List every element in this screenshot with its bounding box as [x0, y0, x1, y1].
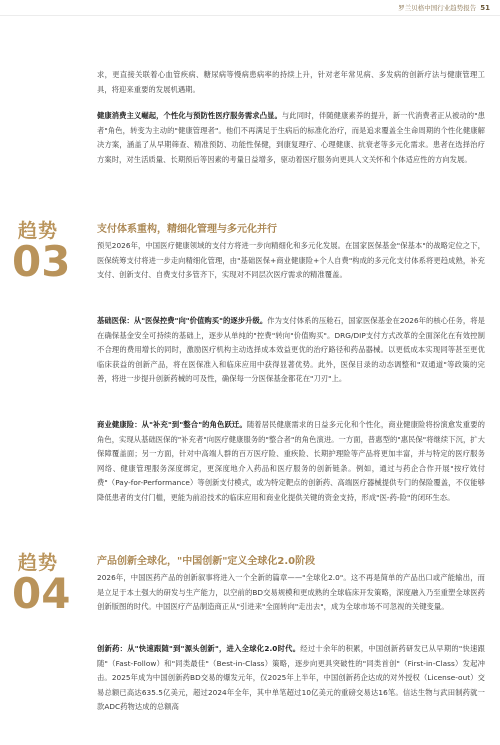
- trend-03-title: 支付体系重构，精细化管理与多元化并行: [97, 224, 277, 235]
- header-divider: [0, 15, 500, 16]
- paragraph-lead: 商业健康险：从"补充"到"整合"的角色跃迁。: [97, 420, 247, 429]
- trend-03-number: 03: [12, 237, 71, 286]
- paragraph-commercial-insurance: 商业健康险：从"补充"到"整合"的角色跃迁。随着居民健康需求的日益多元化和个性化，商业健康险将扮演愈发重要的角色，实现从基础医保的"补充者"向医疗健康服务的"整合者"的角色演进。一方面，普惠型的"惠民保"将继续下沉，扩大保障覆盖面；另一方面，针对中高端人群的百万医疗险、重疾险、长期护理险等产品将更加丰富，并与特定的医疗服务网络、健康管理服务深度绑定，更深度地介入药品和医疗服务的创新链条。例如，通过与药企合作开展"按疗效付费"（Pay-for-Performance）等创新支付模式，或为特定靶点的创新药、高端医疗器械提供专门的保险覆盖，不仅能够降低患者的支付门槛，更能为前沿技术的临床应用和商业化提供关键的资金支持，形成"医-药-险"的闭环生态。: [97, 420, 485, 502]
- paragraph-aging-needs: 求，更直接关联着心血管疾病、糖尿病等慢病患病率的持续上升，针对老年常见病、多发病的创新疗法与健康管理工具，将迎来重要的发展机遇期。: [97, 70, 485, 94]
- report-title: 罗兰贝格中国行业趋势报告: [398, 4, 477, 12]
- page-number: 51: [480, 3, 490, 12]
- page-header: [398, 3, 490, 12]
- trend-04-number: 04: [12, 569, 71, 618]
- trend-04-label: 趋势: [18, 552, 59, 574]
- paragraph-basic-insurance: 基础医保：从"医保控费"向"价值购买"的逐步升级。作为支付体系的压舱石，国家医保基金在2026年的核心任务，将是在确保基金安全可持续的基础上，逐步从单纯的"控费"转向"价值购买"。DRG/DIP支付方式改革的全面深化在有效控制不合理的费用增长的同时，激励医疗机构主动选择成本效益更优的治疗路径和药品器械。以更低成本实现同等甚至更优临床获益的创新产品，将在医保准入和临床应用中获得显著优势。此外，医保目录的动态调整和"双通道"等政策的完善，将进一步提升创新药械的可及性，确保每一分医保基金都花在"刀刃"上。: [97, 316, 485, 384]
- paragraph-lead: 创新药：从"快速跟随"到"源头创新"，进入全球化2.0时代。: [97, 644, 301, 653]
- paragraph-innovative-drugs: 创新药：从"快速跟随"到"源头创新"，进入全球化2.0时代。经过十余年的积累，中国创新药研发已从早期的"快速跟随"（Fast-Follow）和"同类最佳"（Best-in-Class）策略，逐步向更具突破性的"同类首创"（First-in-Class）发起冲击。2025年成为中国创新药BD交易的爆发元年，仅2025年上半年，中国创新药企达成的对外授权（License-out）交易总额已高达635.5亿美元，超过2024年全年，其中单笔超过10亿美元的重磅交易达16笔。信达生物与武田制药就一款ADC药物达成的总额高: [97, 644, 485, 712]
- paragraph-lead: 基础医保：从"医保控费"向"价值购买"的逐步升级。: [97, 316, 268, 325]
- paragraph-payment-intro: 预见2026年，中国医疗健康领域的支付方将进一步向精细化和多元化发展。在国家医保基金"保基本"的战略定位之下，医保统筹支付将进一步走向精细化管理，由"基础医保+商业健康险+个人自费"构成的多元化支付体系将更趋成熟，补充支付、创新支付、自费支付多管齐下，实现对不同层次医疗需求的精准覆盖。: [97, 241, 485, 280]
- trend-04-title: 产品创新全球化，"中国创新"定义全球化2.0阶段: [97, 556, 316, 567]
- paragraph-globalization-intro: 2026年，中国医药产品的创新叙事将进入一个全新的篇章——"全球化2.0"。这不再是简单的产品出口或产能输出，而是立足于本土强大的研发与生产能力，以空前的BD交易规模和更成熟的全球临床开发策略，深度融入乃至重塑全球医药创新版图的时代。中国医疗产品制造商正从"引进来"全面转向"走出去"，成为全球市场不可忽视的关键变量。: [97, 573, 485, 612]
- paragraph-lead: 健康消费主义崛起，个性化与预防性医疗服务需求凸显。: [97, 111, 282, 120]
- paragraph-health-consumerism: 健康消费主义崛起，个性化与预防性医疗服务需求凸显。与此同时，伴随健康素养的提升，新一代消费者正从被动的"患者"角色，转变为主动的"健康管理者"。他们不再满足于生病后的标准化治疗，而是追求覆盖全生命周期的个性化健康解决方案，涵盖了从早期筛查、精准预防、功能性保健，到康复理疗、心理健康、抗衰老等多元化需求。患者在选择治疗方案时，对生活质量、长期预后等因素的考量日益增多，驱动着医疗服务向更具人文关怀和个体适应性的方向发展。: [97, 111, 485, 164]
- trend-03-label: 趋势: [18, 220, 59, 242]
